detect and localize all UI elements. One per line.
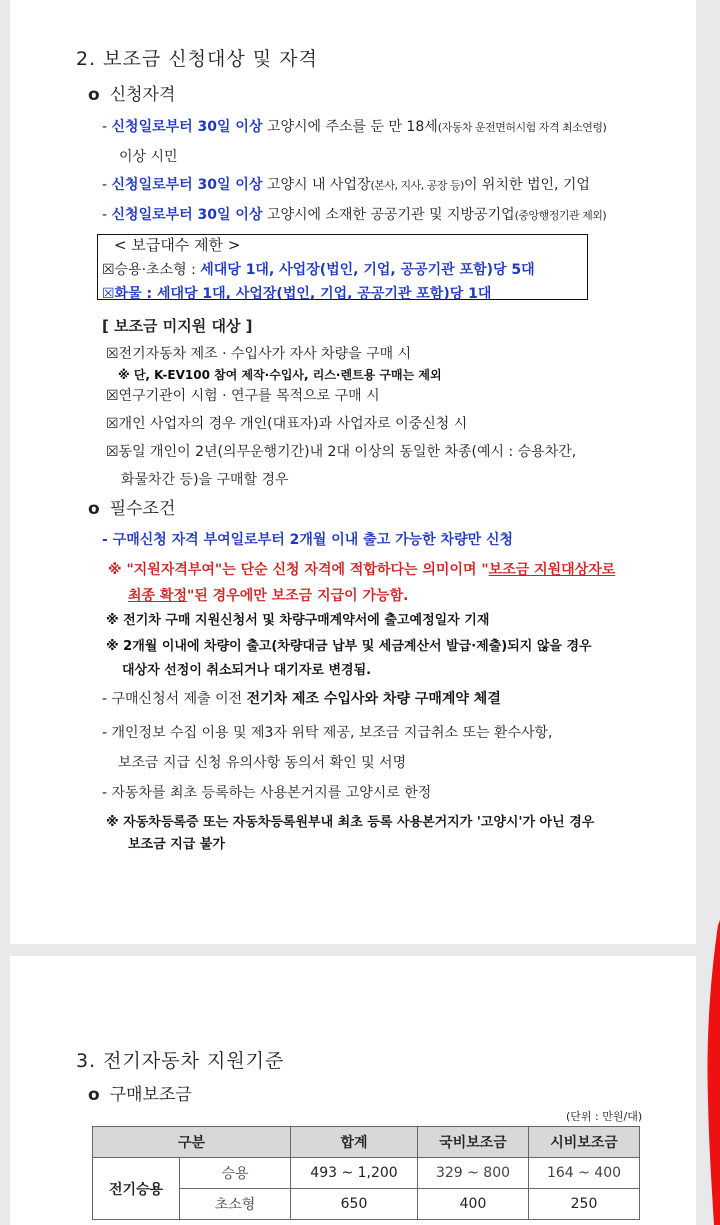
table-cell: 329 ~ 800 (418, 1158, 529, 1189)
document-page-2 (10, 956, 696, 1225)
non-support-note: ※ 단, K-EV100 참여 제작·수입사, 리스·렌트용 구매는 제외 (118, 368, 442, 382)
red-marker-stroke (700, 920, 720, 1225)
limit-box-title: < 보급대수 제한 > (114, 236, 241, 254)
document-page-1 (10, 0, 696, 944)
note-3: ※ 자동차등록증 또는 자동차등록원부내 최초 등록 사용본거지가 '고양시'가 아닌 경우 (106, 815, 595, 830)
table-group-cell: 전기승용 (93, 1158, 180, 1220)
eligibility-item-1-cont: 이상 시민 (119, 149, 178, 165)
bullet-circle: o (88, 1085, 100, 1105)
section-2-title: 2. 보조금 신청대상 및 자격 (76, 48, 318, 70)
table-header-row (93, 1127, 640, 1158)
red-notice-line-1: ※ "지원자격부여"는 단순 신청 자격에 적합하다는 의미이며 "보조금 지원대상자로 (108, 562, 616, 578)
requirements-heading: o 필수조건 (88, 499, 176, 519)
table-row (93, 1158, 640, 1189)
note-2-cont: 대상자 선정이 취소되거나 대기자로 변경됨. (122, 663, 372, 678)
table-cell: 승용 (180, 1158, 291, 1189)
requirement-line-3: - 개인정보 수집 이용 및 제3자 위탁 제공, 보조금 지급취소 또는 환수사항, (102, 725, 553, 741)
non-support-item-1: ☒전기자동차 제조 · 수입사가 자사 차량을 구매 시 (106, 346, 412, 362)
unit-label: (단위 : 만원/대) (566, 1110, 643, 1123)
red-notice-line-2: 최종 확정"된 경우에만 보조금 지급이 가능함. (128, 588, 409, 604)
table-header: 합계 (291, 1127, 418, 1158)
note-2: ※ 2개월 이내에 차량이 출고(차량대금 납부 및 세금계산서 발급·제출)되지 않을 경우 (106, 639, 592, 654)
requirement-line-3-cont: 보조금 지급 신청 유의사항 동의서 확인 및 서명 (118, 755, 407, 771)
limit-row-passenger: ☒승용·초소형 : 세대당 1대, 사업장(법인, 기업, 공공기관 포함)당 5대 (102, 262, 535, 278)
non-support-title: [ 보조금 미지원 대상 ] (102, 317, 253, 335)
limit-row-truck: ☒화물 : 세대당 1대, 사업장(법인, 기업, 공공기관 포함)당 1대 (102, 286, 492, 302)
subsidy-heading: o 구매보조금 (88, 1085, 192, 1105)
eligibility-heading: o 신청자격 (88, 85, 176, 105)
eligibility-item-2: - 신청일로부터 30일 이상 고양시 내 사업장(본사, 지사, 공장 등)이 위치한 법인, 기업 (102, 177, 590, 193)
table-cell: 250 (529, 1189, 640, 1220)
eligibility-item-3: - 신청일로부터 30일 이상 고양시에 소재한 공공기관 및 지방공기업(중앙행정기관 제외) (102, 207, 607, 223)
requirement-line-1: - 구매신청 자격 부여일로부터 2개월 이내 출고 가능한 차량만 신청 (102, 532, 514, 548)
table-cell: 493 ~ 1,200 (291, 1158, 418, 1189)
non-support-item-3: ☒개인 사업자의 경우 개인(대표자)과 사업자로 이중신청 시 (106, 416, 468, 432)
bullet-circle: o (88, 85, 100, 105)
table-cell: 164 ~ 400 (529, 1158, 640, 1189)
table-header: 구분 (93, 1127, 291, 1158)
non-support-item-4-cont: 화물차간 등)을 구매할 경우 (121, 472, 289, 488)
bullet-circle: o (88, 499, 100, 519)
requirement-line-4: - 자동차를 최초 등록하는 사용본거지를 고양시로 한정 (102, 785, 432, 801)
non-support-item-4: ☒동일 개인이 2년(의무운행기간)내 2대 이상의 동일한 차종(예시 : 승용차간, (106, 444, 577, 460)
note-3-cont: 보조금 지급 불가 (128, 837, 225, 852)
table-cell: 650 (291, 1189, 418, 1220)
subsidy-table (92, 1126, 640, 1220)
note-1: ※ 전기차 구매 지원신청서 및 차량구매계약서에 출고예정일자 기재 (106, 613, 490, 628)
section-3-title: 3. 전기자동차 지원기준 (76, 1050, 285, 1072)
table-cell: 400 (418, 1189, 529, 1220)
table-header: 국비보조금 (418, 1127, 529, 1158)
table-cell: 초소형 (180, 1189, 291, 1220)
non-support-item-2: ☒연구기관이 시험 · 연구를 목적으로 구매 시 (106, 388, 380, 404)
table-header: 시비보조금 (529, 1127, 640, 1158)
requirement-line-2: - 구매신청서 제출 이전 전기차 제조 수입사와 차량 구매계약 체결 (102, 691, 501, 707)
eligibility-item-1: - 신청일로부터 30일 이상 고양시에 주소를 둔 만 18세(자동차 운전면허시험 자격 최소연령) (102, 119, 607, 135)
